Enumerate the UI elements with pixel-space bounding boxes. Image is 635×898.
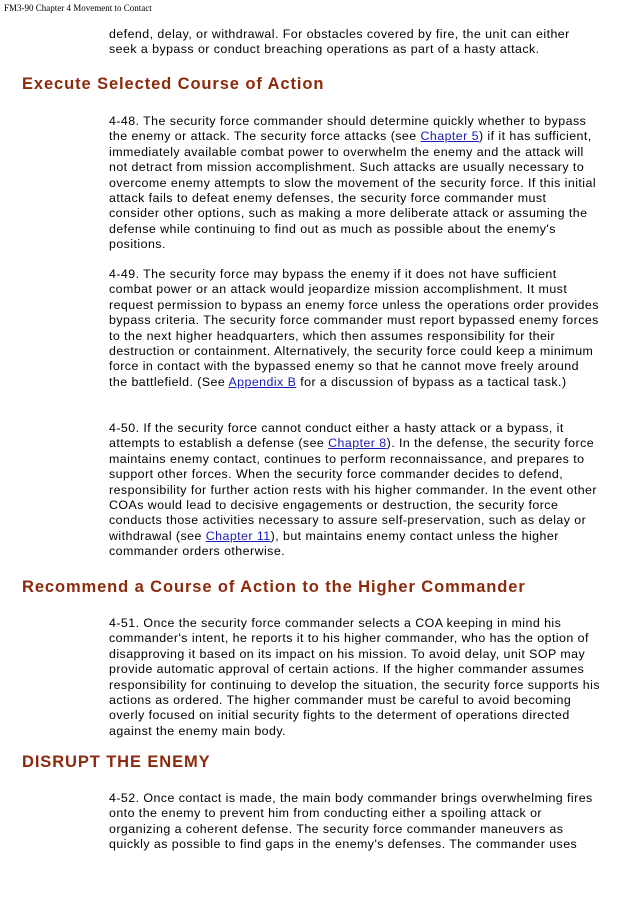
paragraph-4-48-text-b: ) if it has sufficient, immediately available combat power to overwhelm the enemy and the attack will not detract from mission accomplishment. Such attacks are usually necessary to overcome enemy attempts to slow the movement of the security force. If this initial attack fails to defeat enemy defenses, the security force commander must consider other options, such as making a more deliberate attack or assuming the defense while continuing to find out as much as possible about the enemy's positions. — [109, 129, 597, 252]
paragraph-4-49 — [109, 267, 600, 390]
paragraph-4-50 — [109, 421, 600, 560]
paragraph-4-51: 4-51. Once the security force commander selects a COA keeping in mind his commander's intent, he reports it to his higher commander, who has the option of disapproving it based on its impact on his mission. To avoid delay, unit SOP may provide automatic approval of certain actions. If the higher commander assumes responsibility for continuing to develop the situation, the security force supports his actions as ordered. The higher commander must be careful to avoid becoming overly focused on initial security fights to the determent of operations directed against the enemy main body. — [109, 616, 600, 738]
heading-execute-selected-coa: Execute Selected Course of Action — [22, 75, 325, 93]
intro-paragraph: defend, delay, or withdrawal. For obstacles covered by fire, the unit can either seek a bypass or conduct breaching operations as part of a hasty attack. — [109, 27, 570, 57]
heading-disrupt-the-enemy: DISRUPT THE ENEMY — [22, 753, 211, 771]
paragraph-4-50-text-c: ), but maintains enemy contact unless the higher commander orders otherwise. — [109, 528, 559, 559]
paragraph-4-52: 4-52. Once contact is made, the main body commander brings overwhelming fires onto the enemy to prevent him from conducting either a spoiling attack or organizing a coherent defense. The security force commander maneuvers as quickly as possible to find gaps in the enemy's defenses. The commander uses — [109, 791, 593, 852]
paragraph-4-49-text-b: for a discussion of bypass as a tactical task.) — [296, 374, 567, 389]
paragraph-4-50-text-b: ). In the defense, the security force maintains enemy contact, continues to perform reconnaissance, and prepares to support other forces. When the security force commander decides to defend, responsibility for further action rests with his higher commander. In the event other COAs would lead to decisive engagements or destruction, the security force conducts those activities necessary to assure self-preservation, such as delay or withdrawal (see — [109, 436, 597, 543]
link-chapter-11[interactable]: Chapter 11 — [205, 528, 271, 543]
paragraph-4-49-text-a: 4-49. The security force may bypass the enemy if it does not have sufficient combat power or an attack would jeopardize mission accomplishment. It must request permission to bypass an enemy force unless the operations order provides bypass criteria. The security force commander must report bypassed enemy forces to the next higher headquarters, which then assumes responsibility for their destruction or containment. Alternatively, the security force could keep a minimum force in contact with the bypassed enemy so that he cannot move freely around the battlefield. (See — [109, 267, 599, 389]
link-chapter-5[interactable]: Chapter 5 — [420, 129, 479, 144]
running-header: FM3-90 Chapter 4 Movement to Contact — [4, 3, 152, 13]
paragraph-4-48 — [109, 114, 600, 253]
paragraph-4-48-text-a: 4-48. The security force commander should determine quickly whether to bypass the enemy or attack. The security force attacks (see — [109, 114, 587, 144]
link-chapter-8[interactable]: Chapter 8 — [328, 436, 387, 451]
link-appendix-b[interactable]: Appendix B — [228, 374, 297, 389]
heading-recommend-coa: Recommend a Course of Action to the Higher Commander — [22, 578, 526, 596]
paragraph-4-50-text-a: 4-50. If the security force cannot conduct either a hasty attack or a bypass, it attempts to establish a defense (see — [109, 421, 564, 451]
